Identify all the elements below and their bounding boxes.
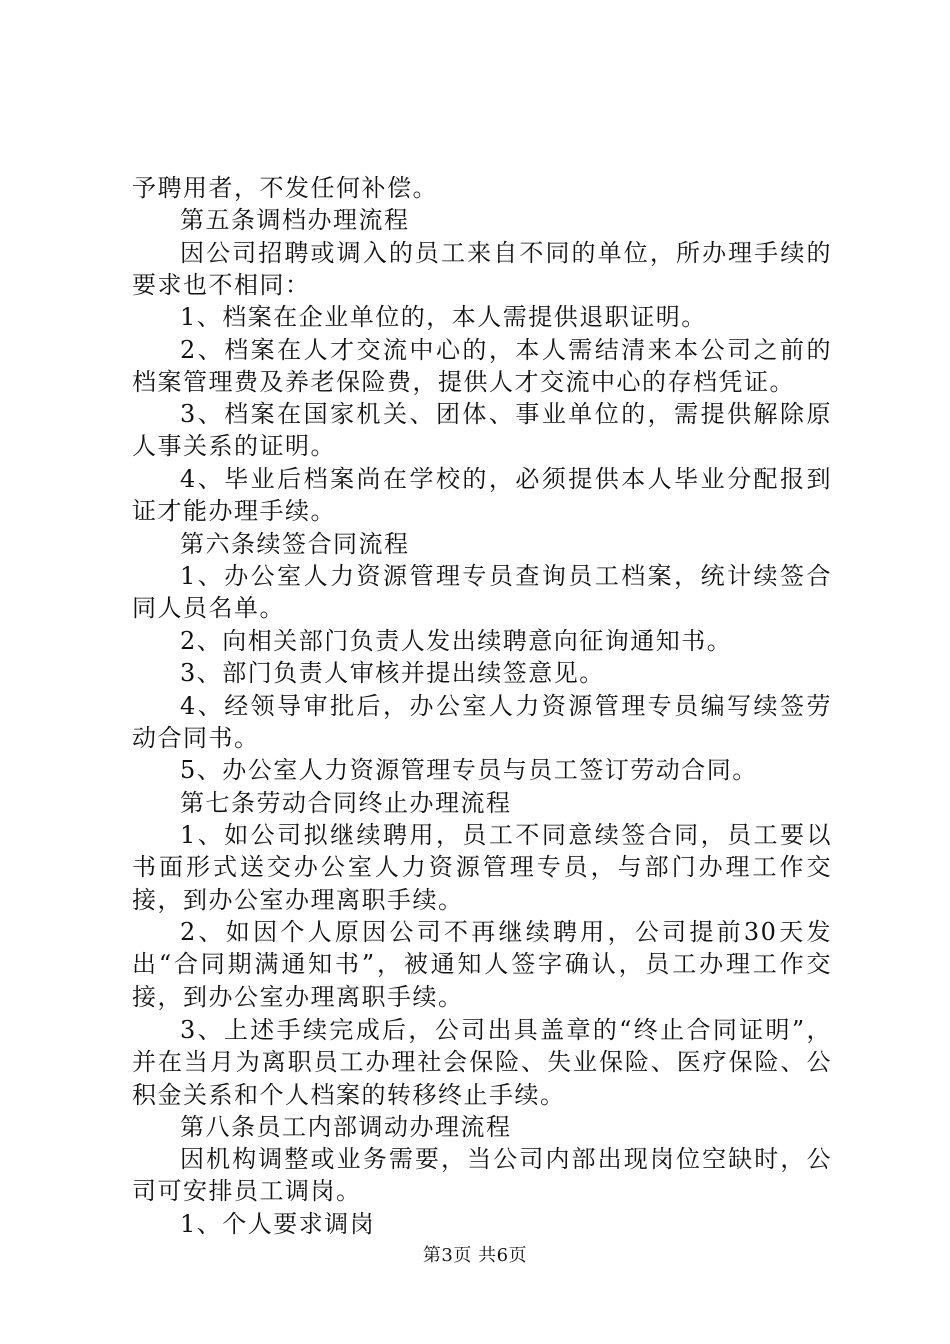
list-item: 2、档案在人才交流中心的，本人需结清来本公司之前的档案管理费及养老保险费，提供人才交流中心的存档凭证。 [132,336,832,397]
list-item: 3、档案在国家机关、团体、事业单位的，需提供解除原人事关系的证明。 [132,400,832,461]
list-item: 1、如公司拟继续聘用，员工不同意续签合同，员工要以书面形式送交办公室人力资源管理专员，与部门办理工作交接，到办公室办理离职手续。 [132,821,832,914]
paragraph-continuation: 予聘用者，不发任何补偿。 [132,174,438,202]
article-heading-6: 第六条续签合同流程 [180,530,410,558]
article-heading-7: 第七条劳动合同终止办理流程 [180,789,512,817]
list-item: 1、个人要求调岗 [180,1210,376,1238]
paragraph: 因公司招聘或调入的员工来自不同的单位，所办理手续的要求也不相同： [132,239,832,300]
article-heading-8: 第八条员工内部调动办理流程 [180,1113,512,1141]
list-item: 3、部门负责人审核并提出续签意见。 [180,659,605,687]
list-item: 4、经领导审批后，办公室人力资源管理专员编写续签劳动合同书。 [132,692,832,753]
list-item: 1、档案在企业单位的，本人需提供退职证明。 [180,303,707,331]
list-item: 1、办公室人力资源管理专员查询员工档案，统计续签合同人员名单。 [132,562,832,623]
list-item: 2、向相关部门负责人发出续聘意向征询通知书。 [180,627,733,655]
list-item: 5、办公室人力资源管理专员与员工签订劳动合同。 [180,756,758,784]
article-heading-5: 第五条调档办理流程 [180,206,410,234]
page-footer: 第3页 共6页 [422,1245,528,1266]
list-item: 4、毕业后档案尚在学校的，必须提供本人毕业分配报到证才能办理手续。 [132,465,832,526]
list-item: 2、如因个人原因公司不再继续聘用，公司提前30天发出“合同期满通知书”，被通知人签字确认，员工办理工作交接，到办公室办理离职手续。 [132,918,832,1011]
list-item: 3、上述手续完成后，公司出具盖章的“终止合同证明”，并在当月为离职员工办理社会保险、失业保险、医疗保险、公积金关系和个人档案的转移终止手续。 [132,1016,832,1109]
paragraph: 因机构调整或业务需要，当公司内部出现岗位空缺时，公司可安排员工调岗。 [132,1145,832,1206]
